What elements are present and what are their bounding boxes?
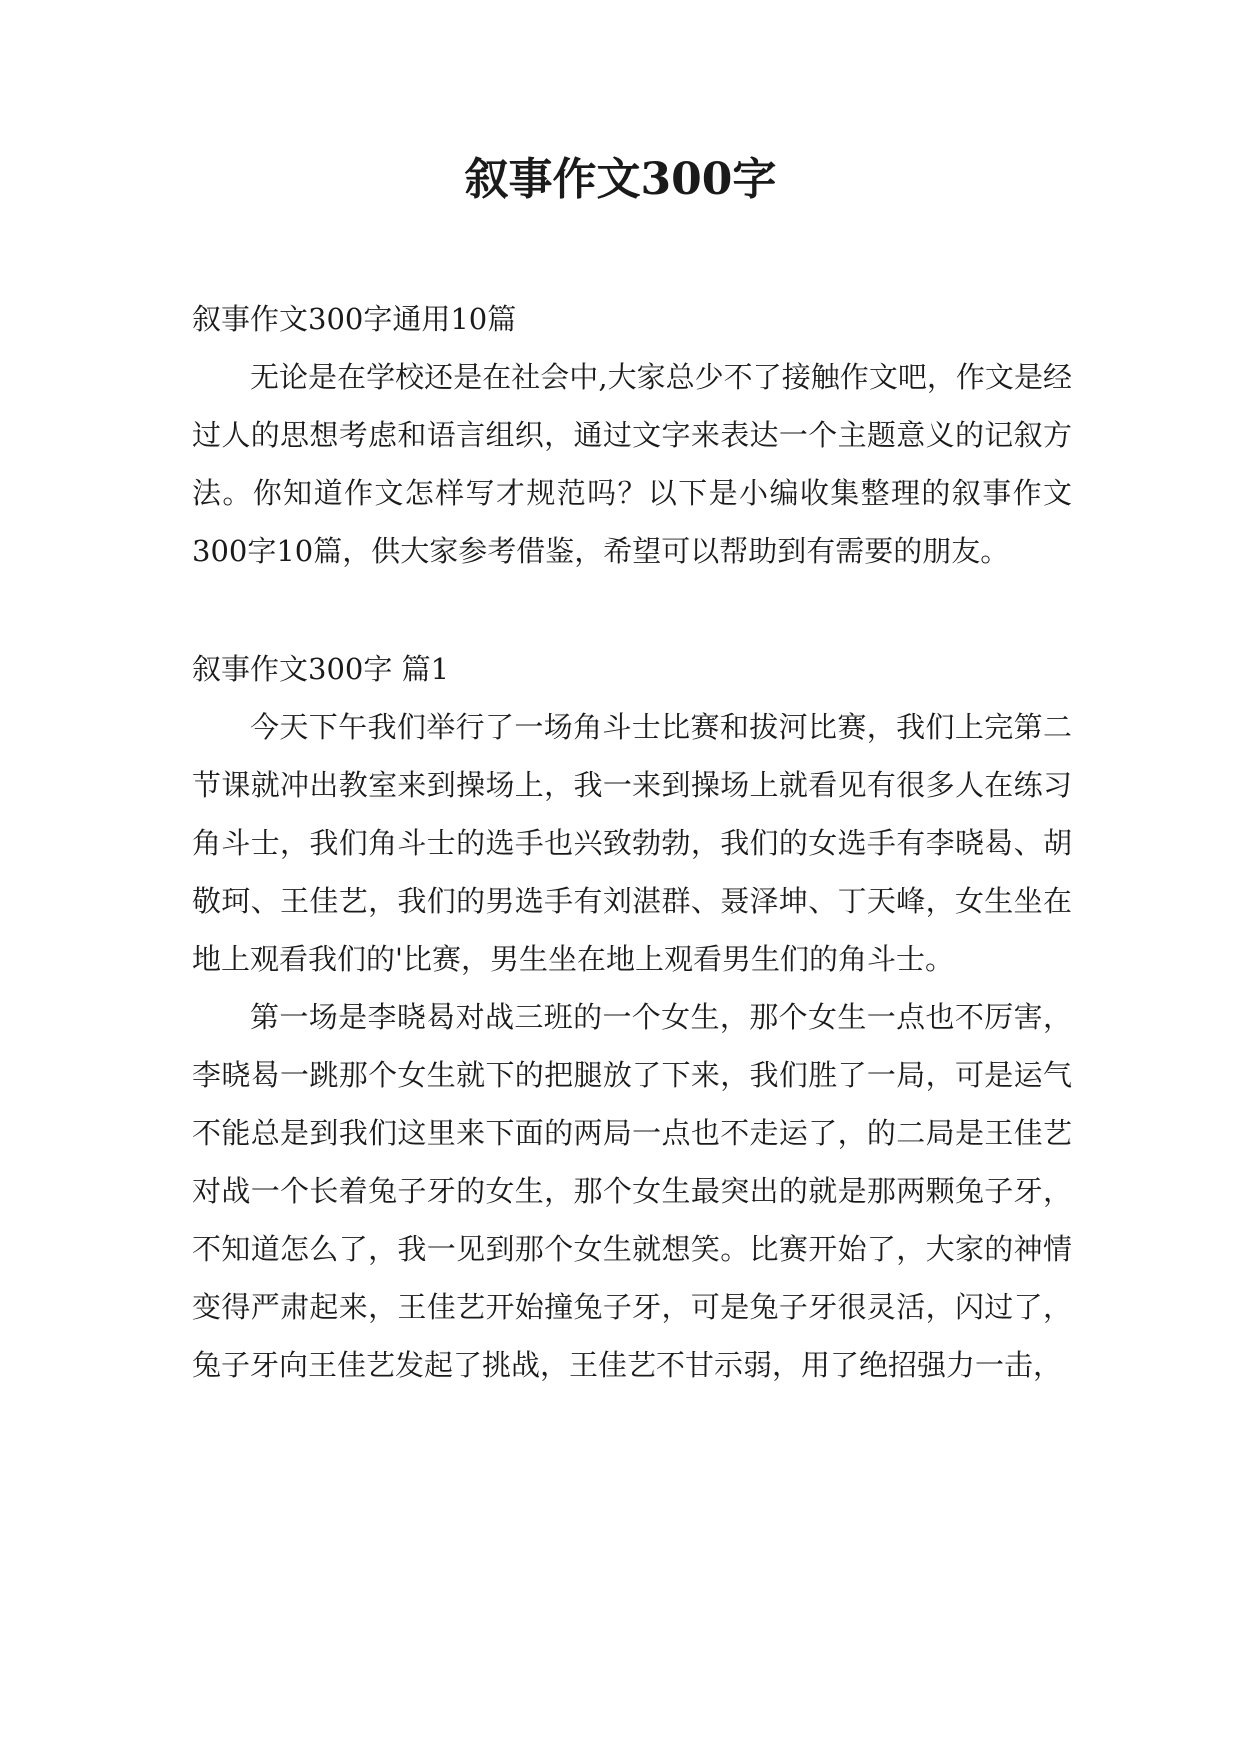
section-spacer	[192, 580, 1072, 640]
document-title: 叙事作文300字	[464, 154, 777, 205]
section-paragraph-1: 今天下午我们举行了一场角斗士比赛和拔河比赛，我们上完第二节课就冲出教室来到操场上，我一来到操场上就看见有很多人在练习角斗士，我们角斗士的选手也兴致勃勃，我们的女选手有李晓曷、胡敬珂、王佳艺，我们的男选手有刘湛群、聂泽坤、丁天峰，女生坐在地上观看我们的'比赛，男生坐在地上观看男生们的角斗士。	[192, 710, 1072, 976]
section-heading: 叙事作文300字 篇1	[192, 652, 450, 686]
document-body	[192, 290, 1072, 1394]
document-subtitle: 叙事作文300字通用10篇	[192, 302, 517, 336]
section-paragraph-2: 第一场是李晓曷对战三班的一个女生，那个女生一点也不厉害，李晓曷一跳那个女生就下的把腿放了下来，我们胜了一局，可是运气不能总是到我们这里来下面的两局一点也不走运了，的二局是王佳艺对战一个长着兔子牙的女生，那个女生最突出的就是那两颗兔子牙，不知道怎么了，我一见到那个女生就想笑。比赛开始了，大家的神情变得严肃起来，王佳艺开始撞兔子牙，可是兔子牙很灵活，闪过了，兔子牙向王佳艺发起了挑战，王佳艺不甘示弱，用了绝招强力一击，	[192, 1000, 1072, 1382]
intro-paragraph: 无论是在学校还是在社会中,大家总少不了接触作文吧，作文是经过人的思想考虑和语言组织，通过文字来表达一个主题意义的记叙方法。你知道作文怎样写才规范吗？以下是小编收集整理的叙事作文300字10篇，供大家参考借鉴，希望可以帮助到有需要的朋友。	[192, 360, 1072, 568]
